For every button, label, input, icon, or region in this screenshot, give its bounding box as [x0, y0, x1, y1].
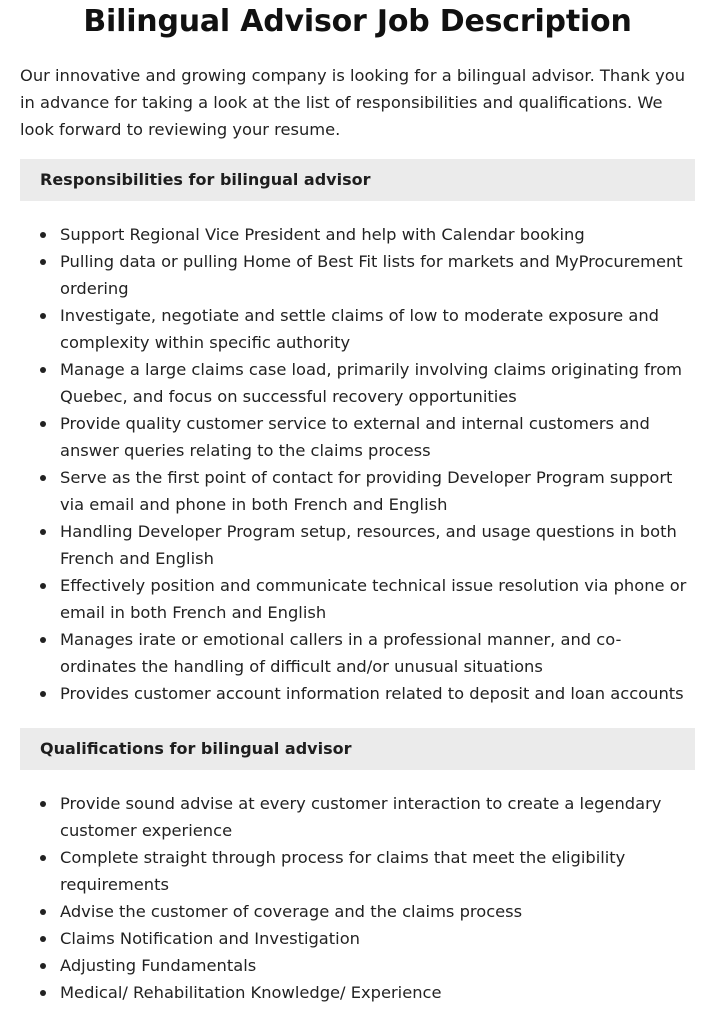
list-item	[20, 410, 695, 464]
list-item-text: Provides customer account information related to deposit and loan accounts	[60, 684, 684, 703]
bullet-icon	[40, 259, 46, 265]
list-item	[20, 680, 695, 707]
bullet-icon	[40, 855, 46, 861]
responsibilities-header: Responsibilities for bilingual advisor	[20, 159, 695, 201]
bullet-icon	[40, 583, 46, 589]
list-item	[20, 626, 695, 680]
list-item-text: Claims Notification and Investigation	[60, 929, 360, 948]
list-item-text: Handling Developer Program setup, resources, and usage questions in both French and English	[60, 522, 677, 568]
list-item	[20, 356, 695, 410]
list-item	[20, 248, 695, 302]
list-item-text: Pulling data or pulling Home of Best Fit lists for markets and MyProcurement ordering	[60, 252, 683, 298]
page-title: Bilingual Advisor Job Description	[83, 4, 632, 39]
list-item-text: Serve as the first point of contact for providing Developer Program support via email and phone in both French and English	[60, 468, 673, 514]
list-item-text: Adjusting Fundamentals	[60, 956, 257, 975]
bullet-icon	[40, 367, 46, 373]
list-item-text: Investigate, negotiate and settle claims of low to moderate exposure and complexity within specific authority	[60, 306, 660, 352]
bullet-icon	[40, 232, 46, 238]
list-item	[20, 925, 695, 952]
bullet-icon	[40, 313, 46, 319]
list-item	[20, 464, 695, 518]
bullet-icon	[40, 963, 46, 969]
list-item	[20, 221, 695, 248]
qualifications-list	[20, 790, 695, 1006]
intro-paragraph: Our innovative and growing company is looking for a bilingual advisor. Thank you in advance for taking a look at the list of responsibilities and qualifications. We look forward to reviewing your resume.	[20, 66, 686, 139]
list-item-text: Medical/ Rehabilitation Knowledge/ Experience	[60, 983, 442, 1002]
bullet-icon	[40, 691, 46, 697]
list-item	[20, 898, 695, 925]
list-item-text: Complete straight through process for claims that meet the eligibility requirements	[60, 848, 626, 894]
bullet-icon	[40, 801, 46, 807]
list-item	[20, 844, 695, 898]
list-item	[20, 952, 695, 979]
list-item-text: Support Regional Vice President and help with Calendar booking	[60, 225, 585, 244]
list-item-text: Manage a large claims case load, primarily involving claims originating from Quebec, and focus on successful recovery opportunities	[60, 360, 683, 406]
list-item	[20, 518, 695, 572]
list-item-text: Provide sound advise at every customer interaction to create a legendary customer experience	[60, 794, 662, 840]
list-item	[20, 979, 695, 1006]
bullet-icon	[40, 529, 46, 535]
bullet-icon	[40, 421, 46, 427]
bullet-icon	[40, 637, 46, 643]
bullet-icon	[40, 990, 46, 996]
bullet-icon	[40, 475, 46, 481]
responsibilities-list	[20, 221, 695, 707]
list-item-text: Effectively position and communicate technical issue resolution via phone or email in both French and English	[60, 576, 687, 622]
bullet-icon	[40, 909, 46, 915]
list-item-text: Advise the customer of coverage and the claims process	[60, 902, 523, 921]
qualifications-header: Qualifications for bilingual advisor	[20, 728, 695, 770]
list-item	[20, 302, 695, 356]
list-item	[20, 790, 695, 844]
list-item-text: Manages irate or emotional callers in a professional manner, and co-ordinates the handling of difficult and/or unusual situations	[60, 630, 622, 676]
list-item	[20, 572, 695, 626]
bullet-icon	[40, 936, 46, 942]
list-item-text: Provide quality customer service to external and internal customers and answer queries relating to the claims process	[60, 414, 650, 460]
